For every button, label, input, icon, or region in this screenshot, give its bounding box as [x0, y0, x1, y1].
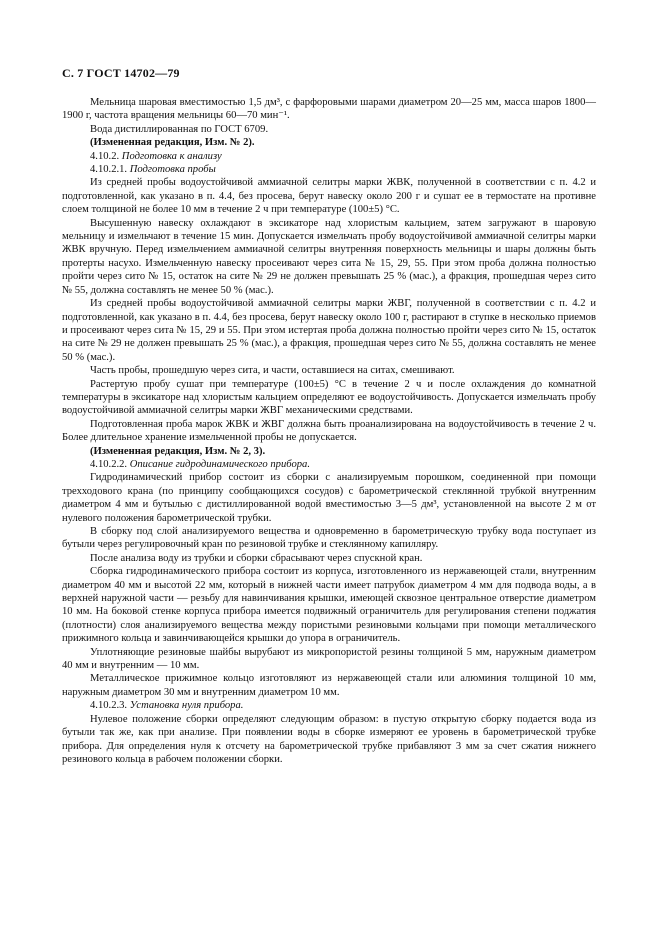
paragraph-zero-setting: Нулевое положение сборки определяют следующим образом: в пустую открытую сборку подается вода из бутыли так же, как при анализе. При появлении воды в сборке измеряют ее уровень в барометрической трубке прибора. Для определения нуля к отсчету на барометрической трубке прибавляют 3 мм за счет сжатия нижнего резинового кольца в рабочем положении сборки.: [62, 713, 596, 765]
section-number: 4.10.2.: [90, 150, 120, 162]
section-number: 4.10.2.3.: [90, 700, 128, 712]
document-body: [62, 96, 596, 766]
section-number: 4.10.2.1.: [90, 164, 128, 176]
section-title: Подготовка пробы: [129, 164, 216, 176]
paragraph-assembly: Сборка гидродинамического прибора состоит из корпуса, изготовленного из нержавеющей стали, внутренним диаметром 40 мм и высотой 22 мм, который в нижней части имеет патрубок диаметром 4 мм для подвода воды, а в верхней наружной части — резьбу для навинчивания крышки, имеющей сквозное центральное отверстие диаметром 10 мм. На боковой стенке корпуса прибора имеется подвижный ограничитель для регулирования степени поджатия (плотности) слоя анализируемого вещества между пористыми резиновыми кольцами при помощи металлического прижимного кольца и завинчивающейся крышки до упора в ограничитель.: [62, 566, 596, 645]
section-heading-4-10-2-3: [62, 699, 596, 712]
paragraph-water: Вода дистиллированная по ГОСТ 6709.: [90, 123, 269, 135]
paragraph-drying-grinding: Высушенную навеску охлаждают в эксикаторе над хлористым кальцием, затем загружают в шаровую мельницу и измельчают в течение 15 мин. Допускается измельчать пробу водоустойчивой аммиачной селитры марки ЖВК вручную. Перед измельчением аммиачной селитры внутренняя поверхность мельницы и шары должны быть протерты насухо. Измельченную навеску просеивают через сита № 15, 29, 55. При этом проба должна полностью пройти через сито № 15, остаток на сите № 29 не должен превышать 25 % (мас.), а фракция, прошедшая через сито № 55, должна составлять не менее 50 % (мас.).: [62, 217, 596, 296]
section-number: 4.10.2.2.: [90, 458, 128, 470]
paragraph-device-description: Гидродинамический прибор состоит из сборки с анализируемым порошком, соединенной при помощи трехходового крана (по принципу сообщающихся сосудов) с барометрической стеклянной трубкой внутренним диаметром 4 мм и бутылью с дистиллированной водой вместимостью 3—5 дм³, установленной на высоте 2 м от нулевого положения барометрической трубки.: [62, 472, 596, 524]
section-title: Подготовка к анализу: [121, 150, 222, 162]
amendment-note: (Измененная редакция, Изм. № 2).: [90, 137, 255, 149]
section-heading-4-10-2-1: [62, 163, 596, 176]
paragraph-zhvg-sample: Из средней пробы водоустойчивой аммиачной селитры марки ЖВГ, полученной в соответствии с п. 4.2 и подготовленной, как указано в п. 4.4, без просева, берут навеску около 100 г, растирают в ступке в несколько приемов и просеивают через сита № 15, 29 и 55. При этом истертая проба должна полностью пройти через сито № 15, остаток на сите № 29 не должен превышать 25 % (мас.), а фракция, прошедшая через сито № 55, должна составлять не менее 50 % (мас.).: [62, 298, 596, 363]
section-title: Описание гидродинамического прибора.: [129, 458, 310, 470]
paragraph-drain: После анализа воду из трубки и сборки сбрасывают через спускной кран.: [90, 552, 423, 564]
section-title: Установка нуля прибора.: [129, 700, 244, 712]
paragraph-water-supply: В сборку под слой анализируемого вещества и одновременно в барометрическую трубку вода поступает из бутыли через регулировочный кран по резиновой трубке и стеклянному капилляру.: [62, 526, 596, 551]
section-heading-4-10-2-2: [62, 458, 596, 471]
amendment-note: (Измененная редакция, Изм. № 2, 3).: [90, 445, 266, 457]
section-heading-4-10-2: [62, 150, 596, 163]
paragraph-washers: Уплотняющие резиновые шайбы вырубают из микропористой резины толщиной 5 мм, наружным диаметром 40 мм и внутренним — 10 мм.: [62, 646, 596, 672]
paragraph-mill: Мельница шаровая вместимостью 1,5 дм³, с фарфоровыми шарами диаметром 20—25 мм, масса шаров 1800—1900 г, частота вращения мельницы 60—70 мин⁻¹.: [62, 97, 596, 122]
paragraph-mixing: Часть пробы, прошедшую через сита, и части, оставшиеся на ситах, смешивают.: [90, 365, 455, 377]
page-header: С. 7 ГОСТ 14702—79: [62, 66, 180, 80]
paragraph-zhvk-sample: Из средней пробы водоустойчивой аммиачной селитры марки ЖВК, полученной в соответствии с п. 4.2 и подготовленной, как указано в п. 4.4, без просева, берут навеску около 200 г и сушат ее в термостате на противне слоем толщиной не более 10 мм в течение 2 ч при температуре (100±5) °С.: [62, 177, 596, 216]
paragraph-storage: Подготовленная проба марок ЖВК и ЖВГ должна быть проанализирована на водоустойчивость в течение 2 ч. Более длительное хранение измельченной пробы не допускается.: [62, 418, 596, 444]
paragraph-ring: Металлическое прижимное кольцо изготовляют из нержавеющей стали или алюминия толщиной 10 мм, наружным диаметром 30 мм и внутренним диаметром 10 мм.: [62, 673, 596, 698]
paragraph-drying-zhvg: Растертую пробу сушат при температуре (100±5) °С в течение 2 ч и после охлаждения до комнатной температуры в эксикаторе над хлористым кальцием определяют ее водоустойчивость. Допускается измельчать пробу водоустойчивой аммиачной селитры марки ЖВГ механическими средствами.: [62, 378, 596, 417]
